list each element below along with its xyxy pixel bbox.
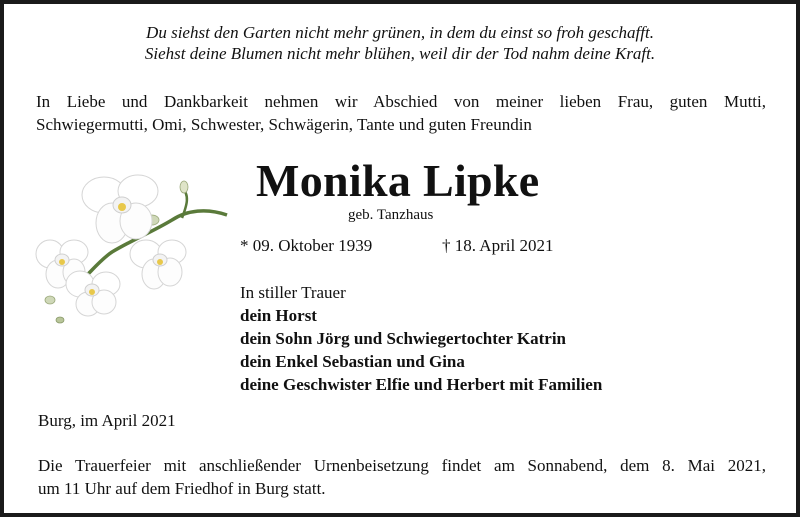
intro-line: In Liebe und Dankbarkeit nehmen wir Abschied von meiner lieben Frau, guten Mutti, <box>36 92 766 111</box>
orchid-flower-image <box>32 160 232 330</box>
mourner-line: dein Horst <box>240 306 317 325</box>
intro-text <box>36 90 766 136</box>
mourners-lead: In stiller Trauer <box>240 283 346 302</box>
funeral-line: Die Trauerfeier mit anschließender Urnenbeisetzung findet am Sonnabend, dem 8. Mai 2021, <box>38 456 766 475</box>
death-date: † 18. April 2021 <box>442 236 554 255</box>
birth-date: * 09. Oktober 1939 <box>240 236 373 255</box>
funeral-line: um 11 Uhr auf dem Friedhof in Burg statt. <box>38 479 326 498</box>
mourner-line: deine Geschwister Elfie und Herbert mit Familien <box>240 375 603 394</box>
poem <box>4 22 796 64</box>
intro-line: Schwiegermutti, Omi, Schwester, Schwägerin, Tante und guten Freundin <box>36 115 532 134</box>
funeral-info <box>38 454 766 500</box>
mourners-list <box>240 281 602 396</box>
deceased-name: Monika Lipke <box>256 155 540 206</box>
poem-line: Du siehst den Garten nicht mehr grünen, in dem du einst so froh geschafft. <box>146 23 654 42</box>
mourner-line: dein Sohn Jörg und Schwiegertochter Katrin <box>240 329 567 348</box>
place-and-date: Burg, im April 2021 <box>38 411 176 430</box>
mourner-line: dein Enkel Sebastian und Gina <box>240 352 465 371</box>
maiden-name: geb. Tanzhaus <box>348 207 434 223</box>
poem-line: Siehst deine Blumen nicht mehr blühen, weil dir der Tod nahm deine Kraft. <box>144 44 656 63</box>
